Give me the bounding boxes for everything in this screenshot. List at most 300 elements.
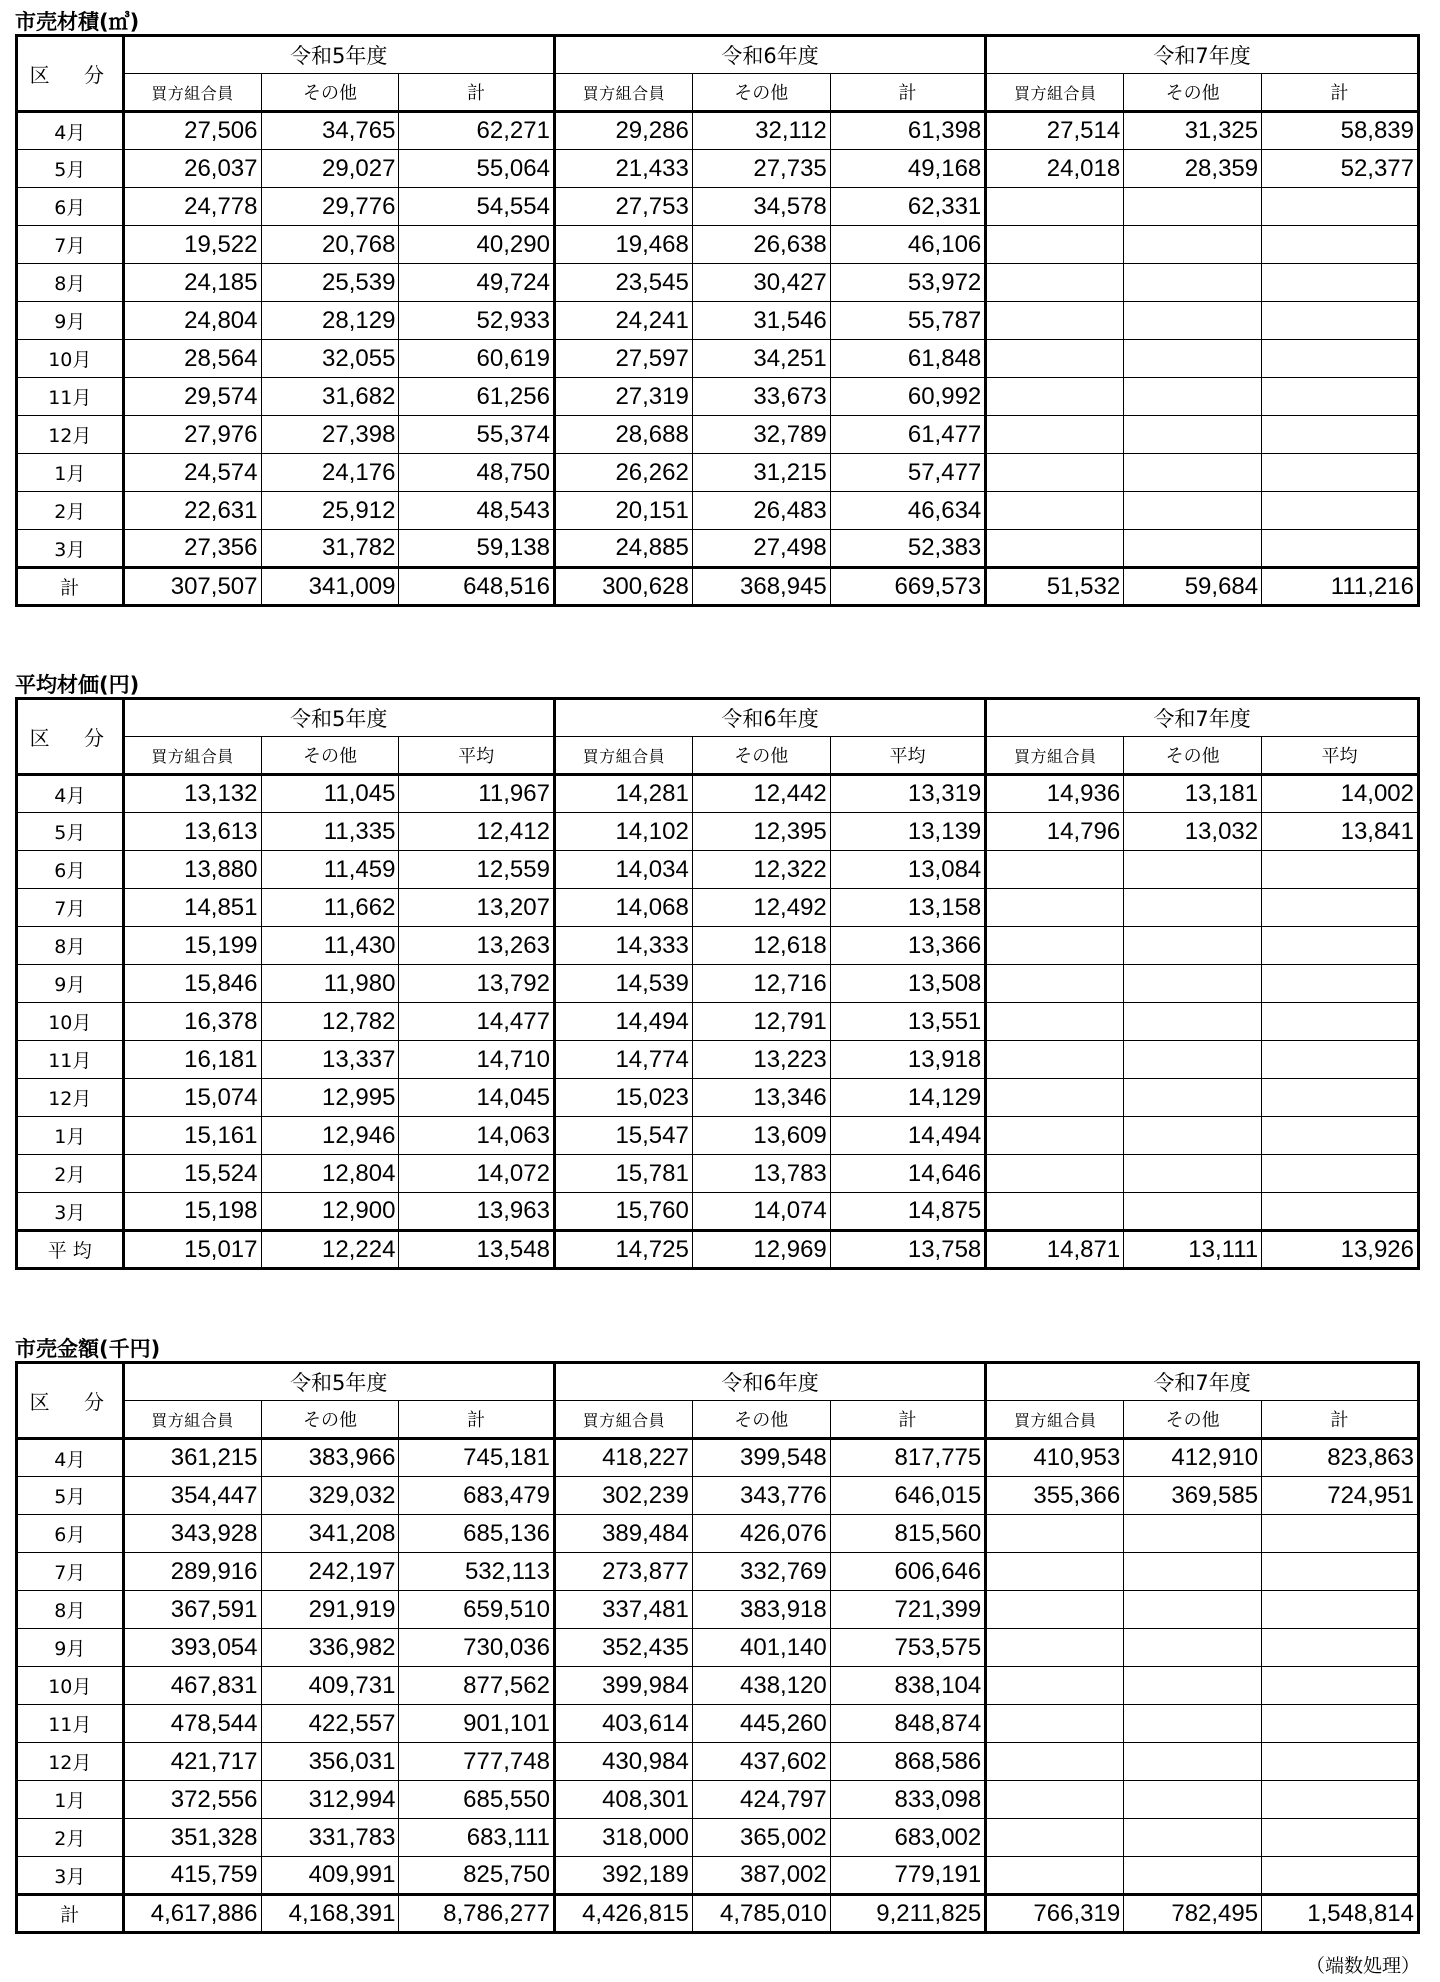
table-cell xyxy=(986,1667,1124,1705)
header-row-years xyxy=(17,1363,1419,1401)
table-cell xyxy=(1124,1515,1262,1553)
table-cell xyxy=(1262,1629,1419,1667)
row-label: 10月 xyxy=(17,1667,124,1705)
table-cell: 745,181 xyxy=(399,1439,555,1477)
table-cell xyxy=(1262,1857,1419,1895)
table-row xyxy=(17,775,1419,813)
table-cell: 61,848 xyxy=(830,340,986,378)
table-row xyxy=(17,1667,1419,1705)
table-cell: 25,539 xyxy=(261,264,399,302)
kubun-header: 区 分 xyxy=(17,36,124,112)
table-cell xyxy=(1262,851,1419,889)
table-cell: 426,076 xyxy=(692,1515,830,1553)
column-header: 買方組合員 xyxy=(986,737,1124,775)
table-cell: 27,514 xyxy=(986,112,1124,150)
table-cell: 28,359 xyxy=(1124,150,1262,188)
column-header: 計 xyxy=(1262,1401,1419,1439)
table-cell xyxy=(1262,264,1419,302)
table-cell: 606,646 xyxy=(830,1553,986,1591)
table-cell: 27,597 xyxy=(554,340,692,378)
table-cell xyxy=(1262,1193,1419,1231)
table-cell xyxy=(1262,1553,1419,1591)
table-cell: 825,750 xyxy=(399,1857,555,1895)
table-cell: 26,638 xyxy=(692,226,830,264)
table-cell: 11,335 xyxy=(261,813,399,851)
year-header: 令和7年度 xyxy=(986,36,1419,74)
table-cell: 332,769 xyxy=(692,1553,830,1591)
column-header: 買方組合員 xyxy=(123,74,261,112)
table-cell xyxy=(1124,1667,1262,1705)
table-cell: 4,617,886 xyxy=(123,1895,261,1933)
table-row xyxy=(17,1079,1419,1117)
table-cell xyxy=(1124,1003,1262,1041)
row-label: 8月 xyxy=(17,264,124,302)
table-cell xyxy=(1124,530,1262,568)
row-label: 計 xyxy=(17,568,124,606)
table-cell xyxy=(1124,416,1262,454)
table-cell xyxy=(1124,226,1262,264)
table-row xyxy=(17,1477,1419,1515)
table-cell: 300,628 xyxy=(554,568,692,606)
table-cell: 12,995 xyxy=(261,1079,399,1117)
table-cell: 53,972 xyxy=(830,264,986,302)
table-cell xyxy=(986,1041,1124,1079)
table-cell: 33,673 xyxy=(692,378,830,416)
table-cell: 34,251 xyxy=(692,340,830,378)
table-cell: 51,532 xyxy=(986,568,1124,606)
table-cell: 27,753 xyxy=(554,188,692,226)
table-cell: 60,992 xyxy=(830,378,986,416)
year-header: 令和7年度 xyxy=(986,1363,1419,1401)
table-cell: 367,591 xyxy=(123,1591,261,1629)
table-cell xyxy=(986,927,1124,965)
table-cell: 26,483 xyxy=(692,492,830,530)
table-cell xyxy=(1262,1041,1419,1079)
table-cell: 779,191 xyxy=(830,1857,986,1895)
table-row xyxy=(17,851,1419,889)
table-cell xyxy=(986,454,1124,492)
table-cell: 817,775 xyxy=(830,1439,986,1477)
table-cell: 29,286 xyxy=(554,112,692,150)
table-row xyxy=(17,1003,1419,1041)
table-cell: 12,900 xyxy=(261,1193,399,1231)
table-cell: 721,399 xyxy=(830,1591,986,1629)
table-cell: 24,885 xyxy=(554,530,692,568)
table-cell: 15,023 xyxy=(554,1079,692,1117)
table-cell: 412,910 xyxy=(1124,1439,1262,1477)
table-cell: 685,550 xyxy=(399,1781,555,1819)
table-cell: 58,839 xyxy=(1262,112,1419,150)
table-cell: 868,586 xyxy=(830,1743,986,1781)
table-row xyxy=(17,1117,1419,1155)
table-cell xyxy=(986,416,1124,454)
table-cell: 30,427 xyxy=(692,264,830,302)
row-label: 3月 xyxy=(17,1193,124,1231)
table-cell xyxy=(1124,889,1262,927)
table-cell: 409,991 xyxy=(261,1857,399,1895)
table-cell xyxy=(1262,1743,1419,1781)
table-cell: 11,967 xyxy=(399,775,555,813)
row-label: 10月 xyxy=(17,1003,124,1041)
year-header: 令和5年度 xyxy=(123,1363,554,1401)
column-header: 買方組合員 xyxy=(554,74,692,112)
table-cell xyxy=(1262,1591,1419,1629)
table-cell: 13,223 xyxy=(692,1041,830,1079)
table-cell: 27,356 xyxy=(123,530,261,568)
table-cell: 26,037 xyxy=(123,150,261,188)
row-label: 1月 xyxy=(17,1781,124,1819)
table-cell: 46,634 xyxy=(830,492,986,530)
table-cell: 318,000 xyxy=(554,1819,692,1857)
table-row xyxy=(17,1781,1419,1819)
table-cell: 14,072 xyxy=(399,1155,555,1193)
table-cell xyxy=(1262,378,1419,416)
table-cell: 437,602 xyxy=(692,1743,830,1781)
table-cell xyxy=(1124,264,1262,302)
table-cell xyxy=(1262,1705,1419,1743)
table-cell: 13,132 xyxy=(123,775,261,813)
table-cell xyxy=(1124,1781,1262,1819)
table-cell xyxy=(986,1193,1124,1231)
table-row xyxy=(17,965,1419,1003)
table-cell xyxy=(1262,1515,1419,1553)
rounding-note: （端数処理） xyxy=(1305,1955,1420,1977)
kubun-header: 区 分 xyxy=(17,699,124,775)
table-cell: 61,256 xyxy=(399,378,555,416)
table-cell: 24,185 xyxy=(123,264,261,302)
table-cell xyxy=(986,1819,1124,1857)
table-cell: 15,760 xyxy=(554,1193,692,1231)
row-label: 9月 xyxy=(17,965,124,1003)
table-cell: 54,554 xyxy=(399,188,555,226)
table-cell: 341,009 xyxy=(261,568,399,606)
table-cell: 14,074 xyxy=(692,1193,830,1231)
row-label: 11月 xyxy=(17,1705,124,1743)
table-cell: 31,682 xyxy=(261,378,399,416)
table-cell: 13,084 xyxy=(830,851,986,889)
row-label: 2月 xyxy=(17,492,124,530)
table-cell: 782,495 xyxy=(1124,1895,1262,1933)
table-cell: 15,846 xyxy=(123,965,261,1003)
table-cell xyxy=(1262,1117,1419,1155)
table-cell: 31,546 xyxy=(692,302,830,340)
table-cell: 13,548 xyxy=(399,1231,555,1269)
table-cell: 19,468 xyxy=(554,226,692,264)
table-cell xyxy=(1124,851,1262,889)
column-header: 計 xyxy=(399,74,555,112)
table-cell: 848,874 xyxy=(830,1705,986,1743)
table-cell: 62,331 xyxy=(830,188,986,226)
table-cell: 532,113 xyxy=(399,1553,555,1591)
header-row-columns xyxy=(17,737,1419,775)
table-cell xyxy=(986,1553,1124,1591)
table-cell: 13,207 xyxy=(399,889,555,927)
table-cell: 467,831 xyxy=(123,1667,261,1705)
table-cell xyxy=(986,1591,1124,1629)
row-label: 平 均 xyxy=(17,1231,124,1269)
table-cell: 52,383 xyxy=(830,530,986,568)
table-cell: 337,481 xyxy=(554,1591,692,1629)
table-cell: 48,543 xyxy=(399,492,555,530)
table-cell: 52,377 xyxy=(1262,150,1419,188)
row-label: 5月 xyxy=(17,813,124,851)
table-row xyxy=(17,150,1419,188)
table-cell: 61,398 xyxy=(830,112,986,150)
table-cell: 12,322 xyxy=(692,851,830,889)
table-cell: 659,510 xyxy=(399,1591,555,1629)
table-cell: 14,774 xyxy=(554,1041,692,1079)
table-cell: 59,684 xyxy=(1124,568,1262,606)
total-row xyxy=(17,1231,1419,1269)
table-cell xyxy=(1262,492,1419,530)
table-cell xyxy=(1124,302,1262,340)
table-cell: 32,112 xyxy=(692,112,830,150)
table-cell: 29,776 xyxy=(261,188,399,226)
table-cell: 27,398 xyxy=(261,416,399,454)
row-label: 1月 xyxy=(17,454,124,492)
table-cell: 14,063 xyxy=(399,1117,555,1155)
table-cell: 683,002 xyxy=(830,1819,986,1857)
table-cell: 683,111 xyxy=(399,1819,555,1857)
table-cell: 11,662 xyxy=(261,889,399,927)
table-cell: 356,031 xyxy=(261,1743,399,1781)
table-cell: 12,716 xyxy=(692,965,830,1003)
table-cell xyxy=(986,1117,1124,1155)
row-label: 7月 xyxy=(17,889,124,927)
table-cell: 22,631 xyxy=(123,492,261,530)
table-cell xyxy=(1124,1155,1262,1193)
table-row xyxy=(17,112,1419,150)
table-cell xyxy=(1262,226,1419,264)
table-cell: 34,765 xyxy=(261,112,399,150)
table-cell xyxy=(986,1705,1124,1743)
table-cell: 29,574 xyxy=(123,378,261,416)
table-cell: 19,522 xyxy=(123,226,261,264)
row-label: 1月 xyxy=(17,1117,124,1155)
table-cell: 13,792 xyxy=(399,965,555,1003)
table-cell: 14,875 xyxy=(830,1193,986,1231)
table-cell: 13,551 xyxy=(830,1003,986,1041)
kubun-header: 区 分 xyxy=(17,1363,124,1439)
table-cell: 15,161 xyxy=(123,1117,261,1155)
column-header: その他 xyxy=(261,737,399,775)
table-cell xyxy=(986,1629,1124,1667)
table-cell: 291,919 xyxy=(261,1591,399,1629)
column-header: 計 xyxy=(1262,74,1419,112)
table-cell xyxy=(986,340,1124,378)
column-header: その他 xyxy=(692,1401,830,1439)
table-cell: 273,877 xyxy=(554,1553,692,1591)
table-cell: 331,783 xyxy=(261,1819,399,1857)
row-label: 3月 xyxy=(17,530,124,568)
table-cell: 383,966 xyxy=(261,1439,399,1477)
table-cell: 27,976 xyxy=(123,416,261,454)
table-cell xyxy=(1124,454,1262,492)
table-cell: 399,984 xyxy=(554,1667,692,1705)
table-cell: 242,197 xyxy=(261,1553,399,1591)
column-header: 買方組合員 xyxy=(123,1401,261,1439)
table-cell: 13,181 xyxy=(1124,775,1262,813)
table-cell: 55,787 xyxy=(830,302,986,340)
table-cell xyxy=(986,1515,1124,1553)
table-cell: 901,101 xyxy=(399,1705,555,1743)
table-cell: 32,055 xyxy=(261,340,399,378)
row-label: 5月 xyxy=(17,150,124,188)
table-cell: 383,918 xyxy=(692,1591,830,1629)
table-cell: 12,442 xyxy=(692,775,830,813)
table-row xyxy=(17,1743,1419,1781)
table-row xyxy=(17,188,1419,226)
table-cell xyxy=(986,530,1124,568)
table-row xyxy=(17,1591,1419,1629)
table-row xyxy=(17,927,1419,965)
table-cell: 685,136 xyxy=(399,1515,555,1553)
table-cell xyxy=(1262,454,1419,492)
row-label: 計 xyxy=(17,1895,124,1933)
table-cell xyxy=(986,1743,1124,1781)
table-row xyxy=(17,1041,1419,1079)
table-cell: 13,139 xyxy=(830,813,986,851)
table-cell xyxy=(1124,1193,1262,1231)
year-header: 令和5年度 xyxy=(123,36,554,74)
table-cell: 57,477 xyxy=(830,454,986,492)
column-header: 買方組合員 xyxy=(554,1401,692,1439)
table-cell: 11,430 xyxy=(261,927,399,965)
row-label: 12月 xyxy=(17,1079,124,1117)
table-row xyxy=(17,1553,1419,1591)
table-row xyxy=(17,889,1419,927)
table-cell: 401,140 xyxy=(692,1629,830,1667)
table-cell: 12,395 xyxy=(692,813,830,851)
table-cell xyxy=(986,889,1124,927)
table-cell: 61,477 xyxy=(830,416,986,454)
table-cell: 753,575 xyxy=(830,1629,986,1667)
row-label: 12月 xyxy=(17,416,124,454)
table-cell: 111,216 xyxy=(1262,568,1419,606)
table-cell: 13,263 xyxy=(399,927,555,965)
table-cell: 815,560 xyxy=(830,1515,986,1553)
column-header: 平均 xyxy=(1262,737,1419,775)
row-label: 9月 xyxy=(17,302,124,340)
table-cell: 392,189 xyxy=(554,1857,692,1895)
table-cell xyxy=(1262,1155,1419,1193)
table-cell: 403,614 xyxy=(554,1705,692,1743)
column-header: その他 xyxy=(261,74,399,112)
table-cell: 28,688 xyxy=(554,416,692,454)
table-cell: 13,346 xyxy=(692,1079,830,1117)
table-cell: 302,239 xyxy=(554,1477,692,1515)
column-header: 計 xyxy=(399,1401,555,1439)
table-cell: 424,797 xyxy=(692,1781,830,1819)
column-header: 平均 xyxy=(399,737,555,775)
table-cell: 343,776 xyxy=(692,1477,830,1515)
table-cell: 365,002 xyxy=(692,1819,830,1857)
header-row-years xyxy=(17,36,1419,74)
table-cell: 15,781 xyxy=(554,1155,692,1193)
table-cell xyxy=(1262,889,1419,927)
total-row xyxy=(17,568,1419,606)
table-cell: 12,224 xyxy=(261,1231,399,1269)
table-cell: 20,768 xyxy=(261,226,399,264)
table-cell: 9,211,825 xyxy=(830,1895,986,1933)
table-cell: 13,319 xyxy=(830,775,986,813)
table-cell: 12,946 xyxy=(261,1117,399,1155)
table-cell: 361,215 xyxy=(123,1439,261,1477)
table-cell: 14,796 xyxy=(986,813,1124,851)
table-cell: 336,982 xyxy=(261,1629,399,1667)
table-cell: 11,045 xyxy=(261,775,399,813)
table-row xyxy=(17,1439,1419,1477)
table-cell: 409,731 xyxy=(261,1667,399,1705)
row-label: 9月 xyxy=(17,1629,124,1667)
row-label: 6月 xyxy=(17,1515,124,1553)
table-cell xyxy=(1124,188,1262,226)
table-cell: 13,032 xyxy=(1124,813,1262,851)
row-label: 7月 xyxy=(17,226,124,264)
table-cell: 14,871 xyxy=(986,1231,1124,1269)
table-cell xyxy=(1124,1079,1262,1117)
table-cell: 766,319 xyxy=(986,1895,1124,1933)
table-cell: 14,034 xyxy=(554,851,692,889)
table-cell: 730,036 xyxy=(399,1629,555,1667)
table-row xyxy=(17,378,1419,416)
table-row xyxy=(17,340,1419,378)
table-cell xyxy=(1262,530,1419,568)
table-cell: 52,933 xyxy=(399,302,555,340)
table-cell xyxy=(986,302,1124,340)
table-cell: 408,301 xyxy=(554,1781,692,1819)
table-cell: 13,841 xyxy=(1262,813,1419,851)
table-cell: 352,435 xyxy=(554,1629,692,1667)
table-cell: 14,068 xyxy=(554,889,692,927)
row-label: 11月 xyxy=(17,378,124,416)
table-row xyxy=(17,1857,1419,1895)
table-row xyxy=(17,813,1419,851)
table-cell: 8,786,277 xyxy=(399,1895,555,1933)
table-cell: 27,498 xyxy=(692,530,830,568)
table-row xyxy=(17,226,1419,264)
table-row xyxy=(17,416,1419,454)
table-cell xyxy=(986,965,1124,1003)
table-cell: 31,325 xyxy=(1124,112,1262,150)
table-cell: 329,032 xyxy=(261,1477,399,1515)
table-cell: 48,750 xyxy=(399,454,555,492)
table-cell xyxy=(1124,1041,1262,1079)
table-cell xyxy=(986,188,1124,226)
table-cell: 60,619 xyxy=(399,340,555,378)
year-header: 令和6年度 xyxy=(554,699,985,737)
table-row xyxy=(17,264,1419,302)
table-row xyxy=(17,492,1419,530)
table-cell: 343,928 xyxy=(123,1515,261,1553)
table-cell xyxy=(986,851,1124,889)
table-cell xyxy=(1124,927,1262,965)
table-cell: 12,782 xyxy=(261,1003,399,1041)
table-cell xyxy=(986,1079,1124,1117)
section-title: 平均材価(円) xyxy=(15,673,140,697)
table-cell: 14,494 xyxy=(554,1003,692,1041)
column-header: 買方組合員 xyxy=(554,737,692,775)
table-cell: 27,319 xyxy=(554,378,692,416)
table-cell: 12,492 xyxy=(692,889,830,927)
table-cell: 648,516 xyxy=(399,568,555,606)
data-table xyxy=(15,34,1420,607)
table-cell: 49,724 xyxy=(399,264,555,302)
column-header: 平均 xyxy=(830,737,986,775)
row-label: 2月 xyxy=(17,1155,124,1193)
table-cell: 877,562 xyxy=(399,1667,555,1705)
table-cell: 368,945 xyxy=(692,568,830,606)
